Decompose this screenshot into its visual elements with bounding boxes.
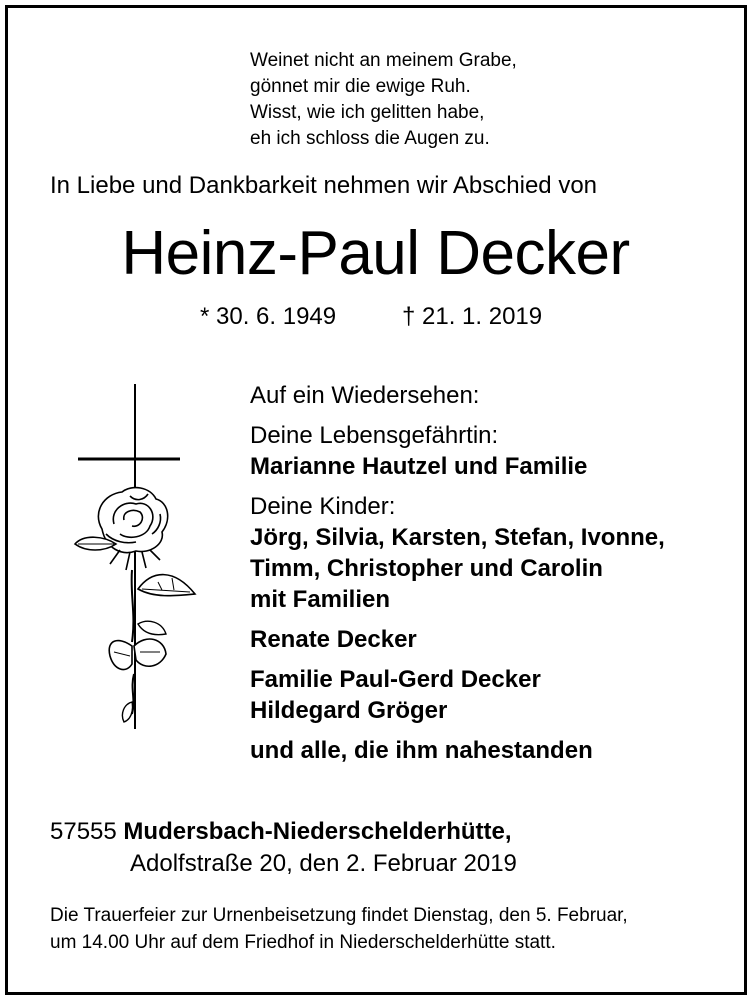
partner-label: Deine Lebensgefährtin: (250, 422, 499, 449)
death-date: † 21. 1. 2019 (402, 303, 543, 330)
cross-with-rose-icon (70, 384, 200, 729)
children-label: Deine Kinder: (250, 493, 396, 520)
children-names: Timm, Christopher und Carolin (250, 555, 603, 582)
farewell-line: Auf ein Wiedersehen: (250, 382, 480, 409)
deceased-name: Heinz-Paul Decker (121, 219, 630, 288)
closing-line: und alle, die ihm nahestanden (250, 737, 593, 764)
mourners-list (250, 380, 665, 766)
notice-line: Die Trauerfeier zur Urnenbeisetzung findet Dienstag, den 5. Februar, (50, 905, 628, 926)
children-names: Jörg, Silvia, Karsten, Stefan, Ivonne, (250, 524, 665, 551)
poem-line: gönnet mir die ewige Ruh. (250, 76, 471, 97)
poem-line: Weinet nicht an meinem Grabe, (250, 50, 517, 71)
service-notice (50, 902, 628, 956)
intro-text: In Liebe und Dankbarkeit nehmen wir Abschied von (50, 172, 598, 199)
relative-name: Familie Paul-Gerd Decker (250, 666, 541, 693)
poem-line: eh ich schloss die Augen zu. (250, 128, 490, 149)
children-names: mit Familien (250, 586, 391, 613)
partner-names: Marianne Hautzel und Familie (250, 453, 588, 480)
relative-name: Hildegard Gröger (250, 697, 448, 724)
town-name: Mudersbach-Niederschelderhütte, (123, 818, 512, 845)
birth-date: * 30. 6. 1949 (200, 303, 337, 330)
address-line-2: Adolfstraße 20, den 2. Februar 2019 (130, 850, 517, 877)
relative-name: Renate Decker (250, 626, 417, 653)
notice-line: um 14.00 Uhr auf dem Friedhof in Niederschelderhütte statt. (50, 932, 556, 953)
poem (250, 48, 517, 152)
address-line-1 (50, 818, 512, 846)
postal-code: 57555 (50, 818, 117, 845)
poem-line: Wisst, wie ich gelitten habe, (250, 102, 485, 123)
